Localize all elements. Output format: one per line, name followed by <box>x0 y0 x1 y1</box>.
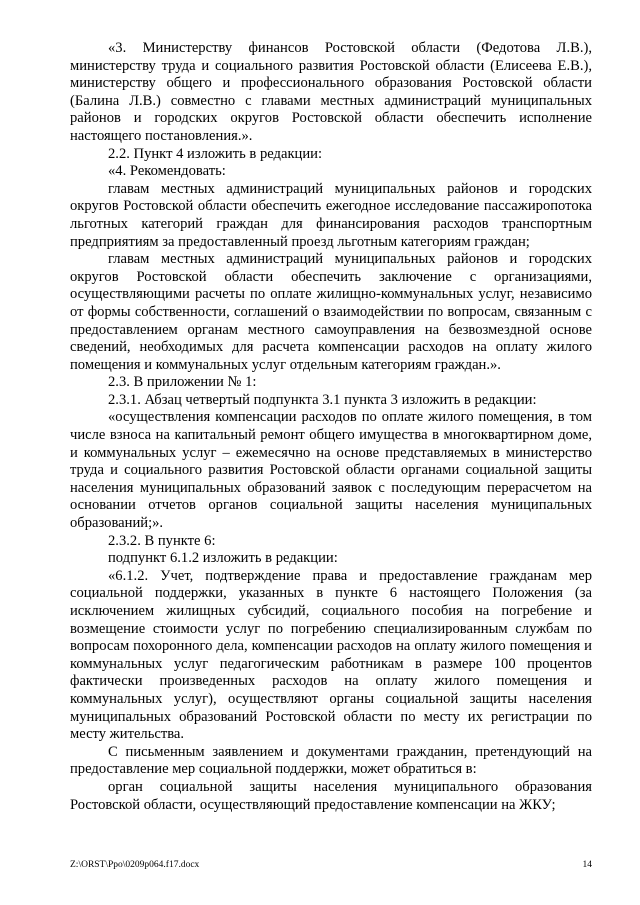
paragraph: орган социальной защиты населения муниципального образования Ростовской области, осуществляющий предоставление компенсации на ЖКУ; <box>70 778 592 813</box>
paragraph: «4. Рекомендовать: <box>108 163 226 180</box>
paragraph: 2.3.1. Абзац четвертый подпункта 3.1 пункта 3 изложить в редакции: <box>108 391 537 408</box>
document-body <box>70 40 592 814</box>
paragraph: С письменным заявлением и документами гражданин, претендующий на предоставление мер социальной поддержки, может обратиться в: <box>70 743 592 778</box>
file-path: Z:\ORST\Ppo\0209p064.f17.docx <box>70 860 200 870</box>
paragraph: «3. Министерству финансов Ростовской области (Федотова Л.В.), министерству труда и социального развития Ростовской области (Елисеева Е.В.), министерству общего и профессионального образования Ростовской области (Балина Л.В.) совместно с главами местных администраций муниципальных районов и городских округов Ростовской области обеспечить исполнение настоящего постановления.». <box>70 40 592 144</box>
paragraph: «осуществления компенсации расходов по оплате жилого помещения, в том числе взноса на капитальный ремонт общего имущества в многоквартирном доме, и коммунальных услуг – ежемесячно на основе представляемых в министерство труда и социального развития Ростовской области органами социальной защиты населения муниципальных образований заявок с последующим перерасчетом на основании отчетов органов социальной защиты населения муниципальных образований;». <box>70 409 592 532</box>
paragraph: главам местных администраций муниципальных районов и городских округов Ростовской области обеспечить заключение с организациями, осуществляющими расчеты по оплате жилищно-коммунальных услуг, независимо от формы собственности, соглашений о взаимодействии по вопросам, связанным с предоставлением органам местного самоуправления на безвозмездной основе сведений, необходимых для расчета компенсации расходов на оплату жилого помещения и коммунальных услуг отдельным категориям граждан.». <box>70 251 592 373</box>
paragraph: 2.2. Пункт 4 изложить в редакции: <box>108 145 323 162</box>
paragraph: 2.3. В приложении № 1: <box>108 374 257 391</box>
paragraph: главам местных администраций муниципальных районов и городских округов Ростовской области обеспечить ежегодное исследование пассажиропотока льготных категорий граждан для финансирования расходов транспортным предприятиям за предоставленный проезд льготным категориям граждан; <box>70 180 592 250</box>
paragraph: 2.3.2. В пункте 6: <box>108 532 216 549</box>
paragraph: «6.1.2. Учет, подтверждение права и предоставление гражданам мер социальной поддержки, указанных в пункте 6 настоящего Положения (за исключением жилищных субсидий, социального пособия на погребение и возмещение стоимости услуг по погребению специализированным службам по вопросам похоронного дела, компенсации расходов на оплату жилого помещения и коммунальных услуг педагогическим работникам в размере 100 процентов фактически произведенных расходов на оплату жилого помещения и коммунальных услуг), осуществляют органы социальной защиты населения муниципальных образований Ростовской области по месту их регистрации по месту жительства. <box>70 567 592 743</box>
paragraph: подпункт 6.1.2 изложить в редакции: <box>108 550 338 567</box>
page-number: 14 <box>582 860 592 870</box>
